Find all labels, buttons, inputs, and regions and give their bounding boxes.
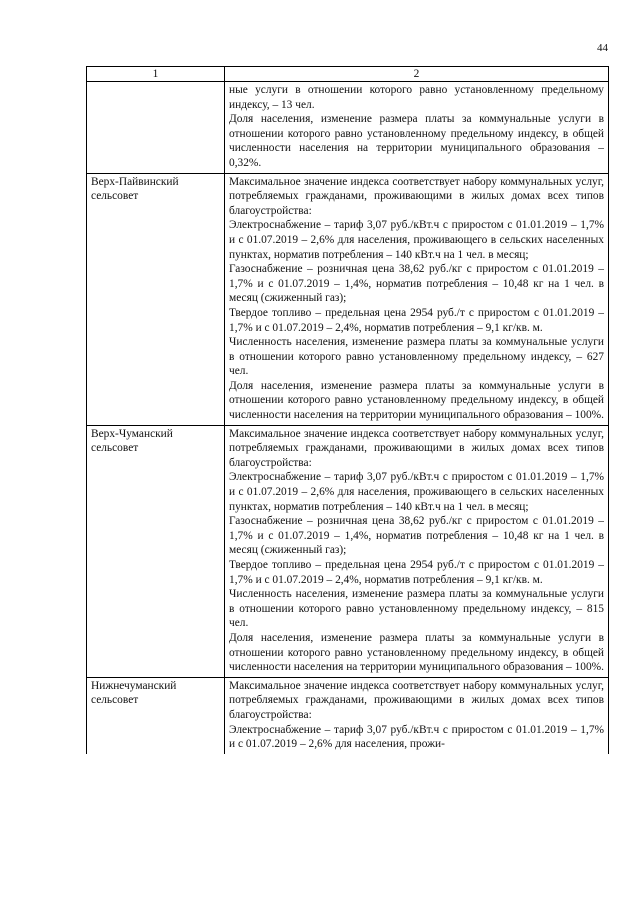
row-description <box>225 677 609 753</box>
page-number: 44 <box>597 42 608 54</box>
header-col-2: 2 <box>225 67 609 82</box>
table-row-verkh-chumansky <box>87 425 609 677</box>
paragraph: Численность населения, изменение размера платы за коммунальные услуги в отношении которого равно установленному предельному индексу, – 815 чел. <box>229 588 604 630</box>
paragraph: Максимальное значение индекса соответствует набору коммунальных услуг, потребляемых гражданами, проживающими в жилых домах всех типов благоустройства: <box>229 679 604 721</box>
row-description <box>225 425 609 677</box>
municipality-name <box>87 82 225 174</box>
paragraph: Доля населения, изменение размера платы за коммунальные услуги в отношении которого равно установленному предельному индексу, в общей численности населения на территории муниципального образования – 100%. <box>229 379 605 422</box>
table-row-verkh-payvinsky <box>87 173 609 425</box>
municipality-name: Нижнечуманский сельсовет <box>87 677 225 753</box>
paragraph: Численность населения, изменение размера платы за коммунальные услуги в отношении которого равно установленному предельному индексу, – 627 чел. <box>229 336 604 378</box>
header-col-1: 1 <box>87 67 225 82</box>
municipality-name: Верх-Пайвинский сельсовет <box>87 173 225 425</box>
paragraph: Электроснабжение – тариф 3,07 руб./кВт.ч с приростом с 01.01.2019 – 1,7% и с 01.07.2019 – 2,6% для населения, проживающего в сельских населенных пунктах, норматив потребления – 140 кВт.ч на 1 чел. в месяц; <box>229 471 604 513</box>
row-description <box>225 173 609 425</box>
paragraph: Доля населения, изменение размера платы за коммунальные услуги в отношении которого равно установленному предельному индексу, в общей численности населения на территории муниципального образования – 100%. <box>229 631 605 674</box>
table-header-row <box>87 67 609 82</box>
paragraph: ные услуги в отношении которого равно установленному предельному индексу, – 13 чел. <box>229 84 604 111</box>
table-row-nizhnechumansky <box>87 677 609 753</box>
paragraph: Максимальное значение индекса соответствует набору коммунальных услуг, потребляемых гражданами, проживающими в жилых домах всех типов благоустройства: <box>229 175 604 217</box>
row-description <box>225 82 609 174</box>
paragraph: Газоснабжение – розничная цена 38,62 руб./кг с приростом с 01.01.2019 – 1,7% и с 01.07.2019 – 1,4%, норматив потребления – 10,48 кг на 1 чел. в месяц (сжиженный газ); <box>229 515 604 557</box>
paragraph: Доля населения, изменение размера платы за коммунальные услуги в отношении которого равно установленному предельному индексу, в общей численности населения на территории муниципального образования – 0,32%. <box>229 113 604 169</box>
paragraph: Электроснабжение – тариф 3,07 руб./кВт.ч с приростом с 01.01.2019 – 1,7% и с 01.07.2019 – 2,6% для населения, прожи- <box>229 723 604 751</box>
tariff-table <box>86 66 609 754</box>
paragraph: Газоснабжение – розничная цена 38,62 руб./кг с приростом с 01.01.2019 – 1,7% и с 01.07.2019 – 1,4%, норматив потребления – 10,48 кг на 1 чел. в месяц (сжиженный газ); <box>229 263 604 305</box>
table-row-continuation <box>87 82 609 174</box>
paragraph: Твердое топливо – предельная цена 2954 руб./т с приростом с 01.01.2019 – 1,7% и с 01.07.2019 – 2,4%, норматив потребления – 9,1 кг/кв. м. <box>229 559 604 586</box>
paragraph: Максимальное значение индекса соответствует набору коммунальных услуг, потребляемых гражданами, проживающими в жилых домах всех типов благоустройства: <box>229 427 604 469</box>
municipality-name: Верх-Чуманский сельсовет <box>87 425 225 677</box>
paragraph: Твердое топливо – предельная цена 2954 руб./т с приростом с 01.01.2019 – 1,7% и с 01.07.2019 – 2,4%, норматив потребления – 9,1 кг/кв. м. <box>229 306 604 334</box>
paragraph: Электроснабжение – тариф 3,07 руб./кВт.ч с приростом с 01.01.2019 – 1,7% и с 01.07.2019 – 2,6% для населения, проживающего в сельских населенных пунктах, норматив потребления – 140 кВт.ч на 1 чел. в месяц; <box>229 219 604 261</box>
